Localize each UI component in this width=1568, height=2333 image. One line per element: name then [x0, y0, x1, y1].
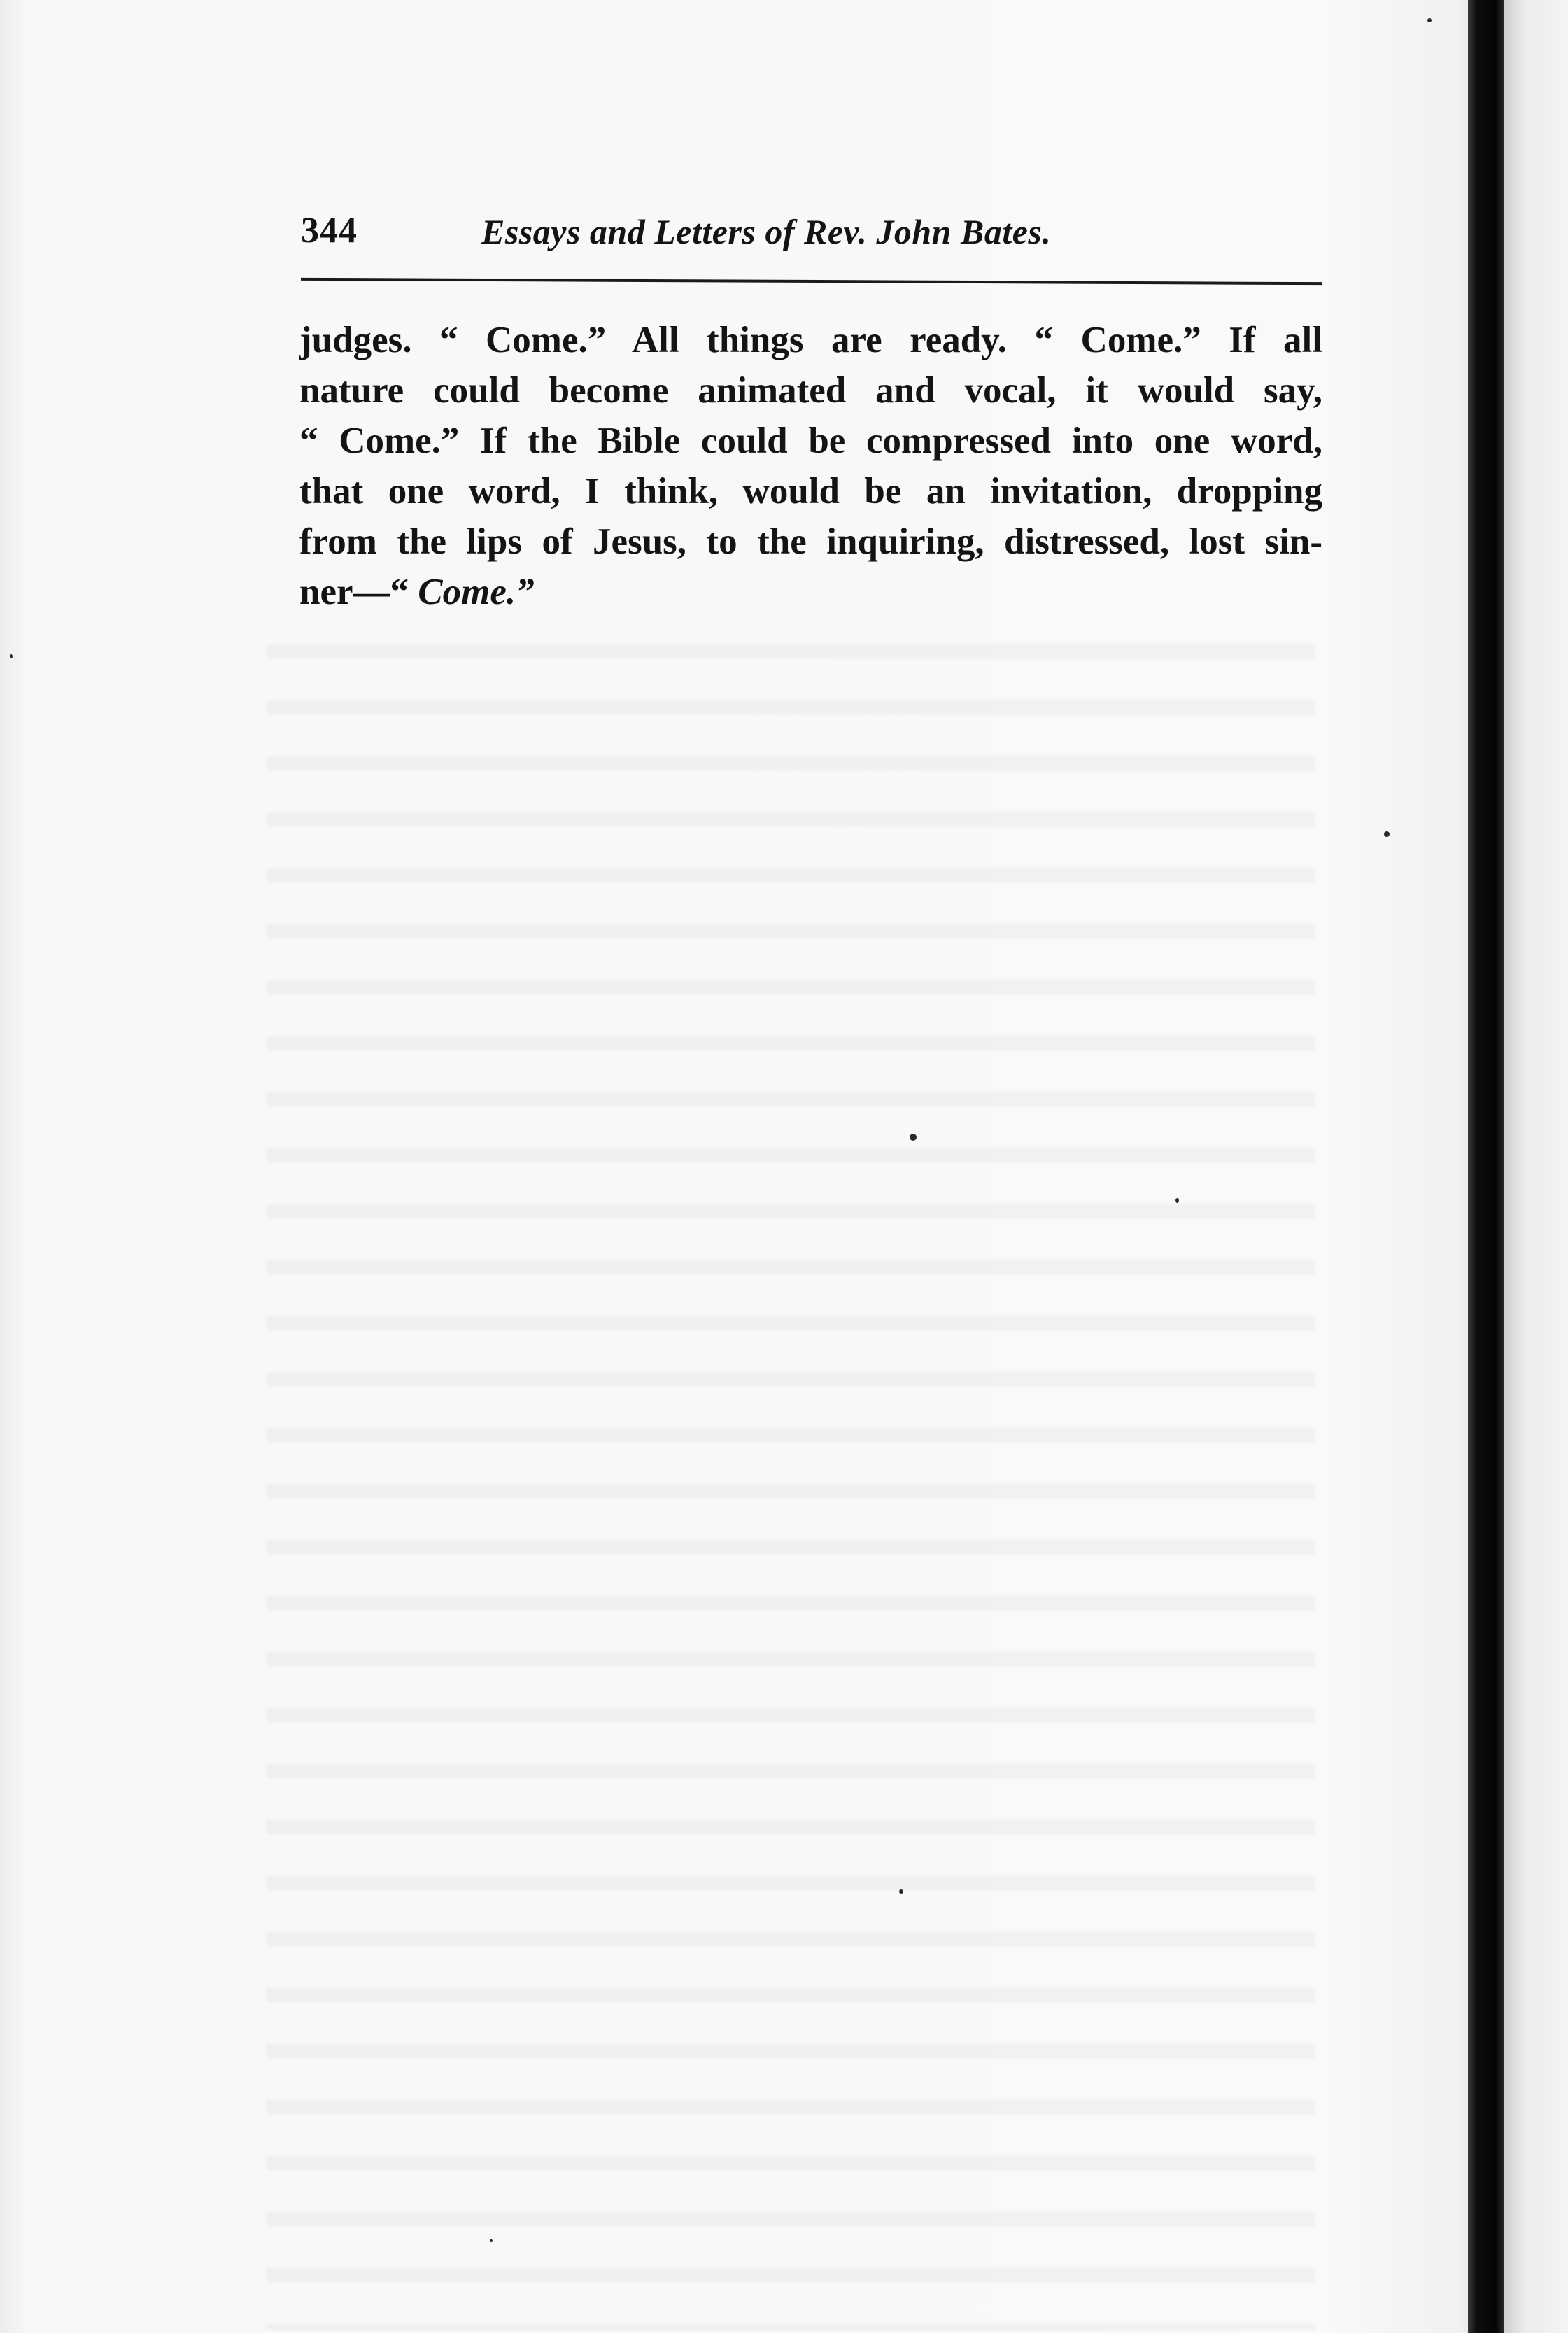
body-text	[299, 315, 1322, 617]
text-line: judges. “ Come.” All things are ready. “ Come.” If all	[299, 320, 1322, 360]
final-line-prefix: ner—“	[299, 572, 418, 612]
running-head	[301, 210, 1322, 266]
outer-margin	[1504, 0, 1568, 2333]
text-line: that one word, I think, would be an invitation, dropping	[299, 471, 1322, 512]
running-title: Essays and Letters of Rev. John Bates.	[481, 212, 1052, 251]
text-line: from the lips of Jesus, to the inquiring, distressed, lost sin-	[299, 521, 1322, 562]
final-line-italic: Come.”	[418, 572, 535, 612]
dust-speck	[899, 1889, 903, 1894]
dust-speck	[910, 1134, 917, 1141]
text-line-final	[299, 567, 1322, 617]
dust-speck	[490, 2239, 493, 2242]
page-number: 344	[301, 211, 358, 251]
text-line: nature could become animated and vocal, it would say,	[299, 370, 1322, 411]
bleed-through-texture	[266, 623, 1315, 2330]
dust-speck	[1427, 18, 1432, 22]
dust-speck	[1175, 1198, 1179, 1203]
text-line: “ Come.” If the Bible could be compressed into one word,	[299, 421, 1322, 461]
binding-shadow	[1468, 0, 1504, 2333]
dust-speck	[10, 654, 13, 658]
dust-speck	[1384, 831, 1390, 837]
